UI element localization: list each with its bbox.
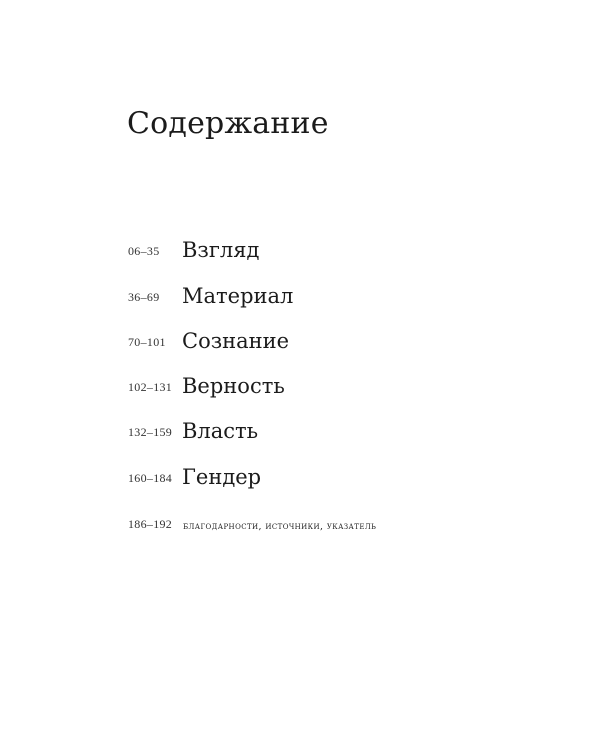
toc-entry bbox=[128, 413, 568, 447]
toc-entry bbox=[128, 232, 568, 266]
toc-entry bbox=[128, 368, 568, 402]
toc-page-range: 70–101 bbox=[128, 335, 166, 349]
page-title: Содержание bbox=[127, 106, 329, 141]
toc-chapter-title: Гендер bbox=[182, 465, 262, 489]
toc-page-range: 36–69 bbox=[128, 290, 160, 304]
toc-chapter-title: Материал bbox=[182, 284, 294, 308]
toc-chapter-title: Власть bbox=[182, 419, 259, 443]
toc-chapter-title: Сознание bbox=[182, 329, 290, 353]
toc-entry bbox=[128, 323, 568, 357]
toc-page-range: 06–35 bbox=[128, 244, 160, 258]
toc-chapter-title: Верность bbox=[182, 374, 285, 398]
toc-entry bbox=[128, 278, 568, 312]
toc-entry bbox=[128, 459, 568, 493]
toc-backmatter-title: благодарности, источники, указатель bbox=[183, 521, 377, 532]
toc-page-range: 186–192 bbox=[128, 517, 173, 531]
toc-entry-backmatter bbox=[128, 500, 568, 534]
toc-page-range: 102–131 bbox=[128, 380, 173, 394]
toc-chapter-title: Взгляд bbox=[182, 238, 260, 262]
toc-page-range: 132–159 bbox=[128, 425, 173, 439]
toc-page-range: 160–184 bbox=[128, 471, 173, 485]
